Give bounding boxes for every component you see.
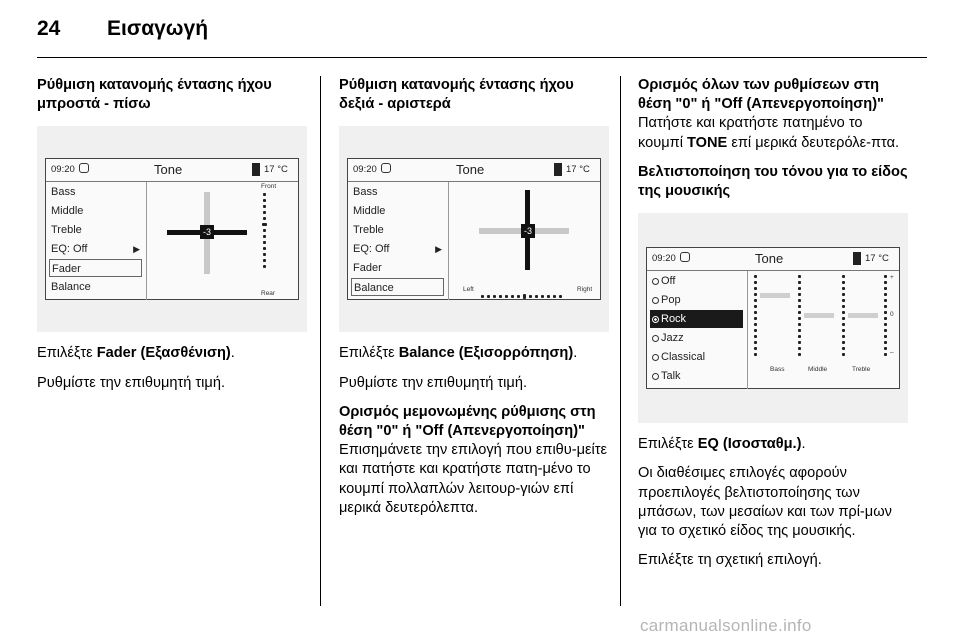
watermark: carmanualsonline.info <box>640 616 812 635</box>
screen-status-bar <box>348 159 600 182</box>
screen-title: Tone <box>755 251 784 267</box>
screen-temperature: 17 °C <box>865 253 889 265</box>
eq-treble-bar <box>848 313 878 318</box>
screen-time: 09:20 <box>652 253 676 265</box>
radio-icon <box>652 278 659 285</box>
menu-item-middle: Middle <box>51 205 84 218</box>
eq-reference-scale <box>884 275 887 359</box>
balance-value: -3 <box>521 224 535 238</box>
instruction-select: Επιλέξτε Balance (Εξισορρόπηση). <box>339 345 578 362</box>
tone-screen <box>347 158 601 300</box>
screen-time: 09:20 <box>51 164 75 176</box>
subsection-text: Επισημάνετε την επιλογή που επιθυ-μείτε και πατήστε και κρατήστε πατη-μένο το κουμπί πολλαπλών λειτουρ-γιών επί μερικά δευτερόλεπτα. <box>339 442 608 516</box>
label-front: Front <box>261 183 277 191</box>
eq-graphic <box>748 271 900 389</box>
menu-item-fader: Fader <box>353 262 382 275</box>
eq-treble-scale <box>842 275 845 359</box>
screen-time: 09:20 <box>353 164 377 176</box>
menu-item-eq-label: EQ: Off <box>353 243 390 256</box>
column-divider-1 <box>320 76 321 606</box>
menu-item-balance: Balance <box>51 281 91 294</box>
column-divider-2 <box>620 76 621 606</box>
label-left: Left <box>463 286 474 294</box>
radio-icon <box>652 335 659 342</box>
column-balance <box>339 76 609 518</box>
radio-icon <box>652 354 659 361</box>
thermometer-icon <box>554 163 562 176</box>
menu-item-eq-label: EQ: Off <box>51 243 88 256</box>
balance-graphic <box>449 182 601 300</box>
clock-icon <box>680 252 690 262</box>
header-rule <box>37 57 927 58</box>
eq-label-treble: Treble <box>852 366 871 374</box>
label-rear: Rear <box>261 290 276 298</box>
page-title: Εισαγωγή <box>107 17 209 40</box>
section-heading: Ρύθμιση κατανομής έντασης ήχου μπροστά - πίσω <box>37 77 272 113</box>
balance-scale <box>481 289 565 292</box>
instruction-choose: Επιλέξτε τη σχετική επιλογή. <box>638 552 822 569</box>
screen-menu <box>647 271 748 389</box>
menu-item-bass: Bass <box>353 186 378 199</box>
subsection-heading: Ορισμός μεμονωμένης ρύθμισης στη θέση "0" ή "Off (Απενεργοποίηση)" <box>339 403 596 440</box>
section-heading: Ρύθμιση κατανομής έντασης ήχου δεξιά - αριστερά <box>339 77 574 113</box>
column-eq <box>638 76 908 570</box>
clock-icon <box>79 163 89 173</box>
menu-item-rock: Rock <box>650 310 743 328</box>
screen-image-eq <box>638 213 908 423</box>
tone-screen <box>45 158 299 300</box>
screen-title: Tone <box>154 162 183 178</box>
subsection-heading: Βελτιστοποίηση του τόνου για το είδος της μουσικής <box>638 163 908 200</box>
column-fader <box>37 76 307 393</box>
screen-menu <box>348 182 449 300</box>
radio-icon <box>652 373 659 380</box>
arrow-right-icon: ▶ <box>133 244 140 255</box>
scale-zero: 0 <box>890 311 894 319</box>
menu-item-treble: Treble <box>51 224 82 237</box>
menu-item-eq <box>351 240 444 258</box>
eq-bass-scale <box>754 275 757 359</box>
screen-temperature: 17 °C <box>566 164 590 176</box>
eq-middle-bar <box>804 313 834 318</box>
eq-description: Οι διαθέσιμες επιλογές αφορούν προεπιλογές βελτιστοποίησης των μπάσων, των μεσαίων και των πρί-μων για το σχετικό είδος της μουσικής. <box>638 465 892 540</box>
radio-icon <box>652 297 659 304</box>
arrow-right-icon: ▶ <box>435 244 442 255</box>
menu-item-classical: Classical <box>650 348 743 366</box>
thermometer-icon <box>853 252 861 265</box>
fader-scale <box>263 193 266 271</box>
instruction-select: Επιλέξτε EQ (Ισοσταθμ.). <box>638 436 806 453</box>
eq-middle-scale <box>798 275 801 359</box>
page-header <box>37 14 927 54</box>
label-right: Right <box>577 286 593 294</box>
screen-image-balance <box>339 126 609 332</box>
tone-button-label: TONE <box>687 134 728 151</box>
screen-status-bar <box>647 248 899 271</box>
menu-item-eq <box>49 240 142 258</box>
screen-image-fader <box>37 126 307 332</box>
menu-item-middle: Middle <box>353 205 386 218</box>
menu-item-bass: Bass <box>51 186 76 199</box>
screen-menu <box>46 182 147 300</box>
menu-item-talk: Talk <box>650 367 743 385</box>
eq-bass-bar <box>760 293 790 298</box>
menu-item-fader: Fader <box>49 259 142 277</box>
menu-item-balance: Balance <box>351 278 444 296</box>
scale-minus: – <box>890 349 894 357</box>
section-text: Πατήστε και κρατήστε πατημένο το κουμπί TONE επί μερικά δευτερόλε-πτα. <box>638 115 900 151</box>
screen-title: Tone <box>456 162 485 178</box>
eq-label-middle: Middle <box>808 366 828 374</box>
thermometer-icon <box>252 163 260 176</box>
eq-label-bass: Bass <box>770 366 785 374</box>
screen-status-bar <box>46 159 298 182</box>
instruction-option: Fader (Εξασθένιση) <box>96 345 231 362</box>
instruction-select: Επιλέξτε Fader (Εξασθένιση). <box>37 345 235 362</box>
section-heading: Ορισμός όλων των ρυθμίσεων στη θέση "0" ή "Off (Απενεργοποίηση)" <box>638 77 884 113</box>
scale-plus: + <box>890 274 894 282</box>
menu-item-pop: Pop <box>650 291 743 309</box>
menu-item-off: Off <box>650 272 743 290</box>
menu-item-treble: Treble <box>353 224 384 237</box>
page-number: 24 <box>37 17 61 40</box>
clock-icon <box>381 163 391 173</box>
instruction-option: Balance (Εξισορρόπηση) <box>398 345 574 362</box>
radio-selected-icon <box>652 316 659 323</box>
tone-screen <box>646 247 900 389</box>
instruction-adjust: Ρυθμίστε την επιθυμητή τιμή. <box>339 374 528 391</box>
instruction-adjust: Ρυθμίστε την επιθυμητή τιμή. <box>37 374 226 391</box>
fader-graphic <box>147 182 299 300</box>
fader-value: -3 <box>200 225 214 239</box>
screen-temperature: 17 °C <box>264 164 288 176</box>
instruction-option: EQ (Ισοσταθμ.) <box>697 436 802 453</box>
menu-item-jazz: Jazz <box>650 329 743 347</box>
